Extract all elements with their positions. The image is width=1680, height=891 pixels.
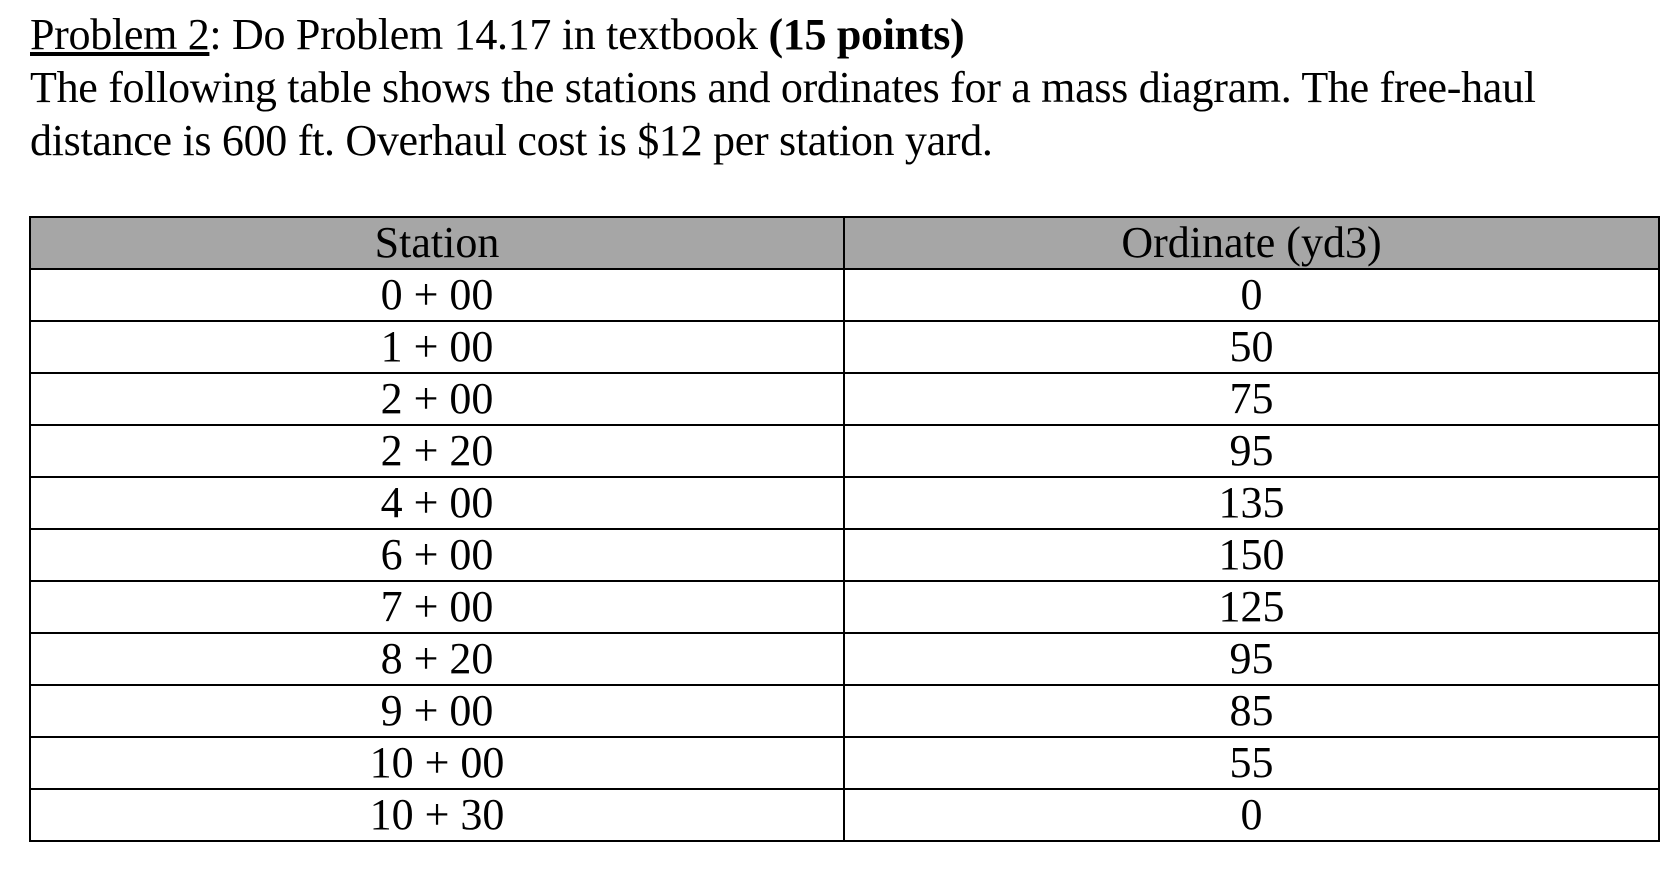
- mass-diagram-table: [29, 216, 1660, 842]
- ordinate-cell: 0: [844, 269, 1659, 321]
- table-row: [30, 425, 1659, 477]
- table-body: [30, 269, 1659, 841]
- station-cell: 6 + 00: [30, 529, 844, 581]
- table-row: [30, 685, 1659, 737]
- station-cell: 2 + 20: [30, 425, 844, 477]
- table-row: [30, 529, 1659, 581]
- ordinate-cell: 55: [844, 737, 1659, 789]
- table-row: [30, 477, 1659, 529]
- table-row: [30, 321, 1659, 373]
- problem-instruction: Do Problem 14.17 in textbook: [221, 10, 769, 59]
- problem-points: (15 points): [768, 10, 965, 59]
- ordinate-cell: 135: [844, 477, 1659, 529]
- problem-label-colon: :: [209, 10, 222, 59]
- problem-statement: [30, 8, 1660, 167]
- table-header-row: [30, 217, 1659, 269]
- station-cell: 9 + 00: [30, 685, 844, 737]
- station-cell: 1 + 00: [30, 321, 844, 373]
- table-row: [30, 789, 1659, 841]
- ordinate-cell: 85: [844, 685, 1659, 737]
- ordinate-cell: 95: [844, 425, 1659, 477]
- header-station: Station: [30, 217, 844, 269]
- ordinate-cell: 95: [844, 633, 1659, 685]
- station-cell: 7 + 00: [30, 581, 844, 633]
- table-row: [30, 633, 1659, 685]
- problem-label: Problem 2: [30, 10, 210, 59]
- header-ordinate: Ordinate (yd3): [844, 217, 1659, 269]
- station-cell: 10 + 00: [30, 737, 844, 789]
- station-cell: 2 + 00: [30, 373, 844, 425]
- station-cell: 10 + 30: [30, 789, 844, 841]
- problem-heading: [30, 8, 1660, 61]
- problem-description: The following table shows the stations and ordinates for a mass diagram. The free-haul distance is 600 ft. Overhaul cost is $12 per station yard.: [30, 63, 1536, 165]
- ordinate-cell: 125: [844, 581, 1659, 633]
- ordinate-cell: 0: [844, 789, 1659, 841]
- table-row: [30, 581, 1659, 633]
- table-row: [30, 737, 1659, 789]
- ordinate-cell: 50: [844, 321, 1659, 373]
- station-cell: 0 + 00: [30, 269, 844, 321]
- station-cell: 4 + 00: [30, 477, 844, 529]
- table-row: [30, 373, 1659, 425]
- station-cell: 8 + 20: [30, 633, 844, 685]
- table-row: [30, 269, 1659, 321]
- ordinate-cell: 75: [844, 373, 1659, 425]
- ordinate-cell: 150: [844, 529, 1659, 581]
